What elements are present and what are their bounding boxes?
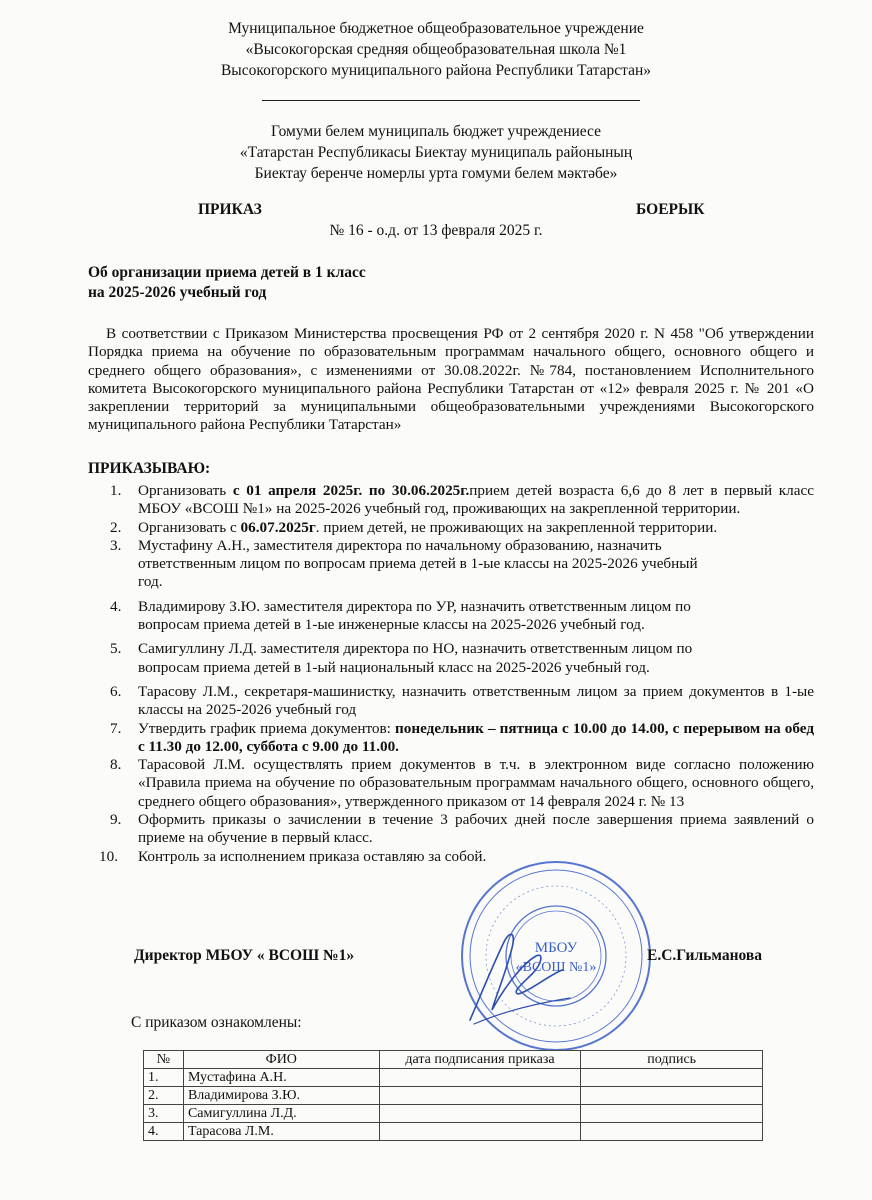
col-header-number: № <box>144 1051 184 1069</box>
cell-date <box>379 1105 581 1123</box>
signature-position: Директор МБОУ « ВСОШ №1» <box>134 947 355 964</box>
header-tt-line-2: «Татарстан Республикасы Биектау муниципаль районының <box>239 144 633 161</box>
header-russian <box>0 18 872 81</box>
item-number: 4. <box>110 597 122 615</box>
col-header-name: ФИО <box>183 1051 379 1069</box>
list-item <box>110 598 814 635</box>
list-item <box>110 482 814 519</box>
item-line: вопросам приема детей в 1-ые инженерные классы на 2025-2026 учебный год. <box>138 616 645 634</box>
item-text: Утвердить график приема документов: <box>138 719 395 737</box>
cell-date <box>379 1069 581 1087</box>
header-ru-line-2: «Высокогорская средняя общеобразовательная школа №1 <box>245 41 627 58</box>
item-number: 3. <box>110 536 122 554</box>
cell-name: Владимирова З.Ю. <box>183 1087 379 1105</box>
cell-date <box>379 1087 581 1105</box>
stamp-center-line-2: «ВСОШ №1» <box>515 960 597 975</box>
table-row <box>144 1069 763 1087</box>
subject-line-2: на 2025-2026 учебный год <box>88 284 267 301</box>
item-bold-text: понедельник – пятница с 10.00 до 14.00, с перерывом на обед с 11.30 до 12.00, суббота с 9.00 до 11.00. <box>138 719 814 755</box>
director-signature <box>452 912 582 1032</box>
cell-name: Мустафина А.Н. <box>183 1069 379 1087</box>
item-line: Самигуллину Л.Д. заместителя директора по НО, назначить ответственным лицом по <box>138 640 693 658</box>
intro-text: В соответствии с Приказом Министерства просвещения РФ от 2 сентября 2020 г. N 458 "Об утверждении Порядка приема на обучение по образовательным программам начального общего, основного общего и среднего общего образования», с изменениями от 30.08.2022г. №784, постановлением Исполнительного комитета Высокогорского муниципального района Республики Татарстан от «12» февраля 2025 г. № 201 «О закреплении территорий за муниципальными общеобразовательными учреждениями Высокогорского муниципального района Республики Татарстан» <box>88 325 814 434</box>
item-line: Мустафину А.Н., заместителя директора по начальному образованию, назначить <box>138 536 662 554</box>
subject-line-1: Об организации приема детей в 1 класс <box>88 264 366 281</box>
item-text: Организовать <box>138 482 233 499</box>
acknowledgement-label: С приказом ознакомлены: <box>131 1014 302 1031</box>
intro-paragraph <box>88 325 814 435</box>
col-header-signature: подпись <box>581 1051 763 1069</box>
cell-signature <box>581 1105 763 1123</box>
table-row <box>144 1087 763 1105</box>
header-ru-line-1: Муниципальное бюджетное общеобразовательное учреждение <box>228 20 644 37</box>
cell-name: Самигуллина Л.Д. <box>183 1105 379 1123</box>
header-tt-line-3: Биектау беренче номерлы урта гомуми белем мәктәбе» <box>254 165 618 182</box>
col-header-date: дата подписания приказа <box>379 1051 581 1069</box>
item-line: вопросам приема детей в 1-ый национальный класс на 2025-2026 учебный год. <box>138 658 650 676</box>
item-number: 2. <box>110 518 122 536</box>
cell-signature <box>581 1123 763 1141</box>
list-item <box>110 756 814 811</box>
item-number: 1. <box>110 482 122 499</box>
cell-number: 3. <box>144 1105 184 1123</box>
item-text: Оформить приказы о зачислении в течение 3 рабочих дней после завершения приема заявлений о приеме на обучение в первый класс. <box>138 811 814 847</box>
header-divider <box>262 100 640 101</box>
item-number: 8. <box>110 756 122 774</box>
list-item <box>110 640 814 677</box>
item-line: ответственным лицом по вопросам приема детей в 1-ые классы на 2025-2026 учебный <box>138 555 698 573</box>
table-header-row <box>144 1051 763 1069</box>
list-item <box>110 519 814 537</box>
order-label-ru: ПРИКАЗ <box>198 201 262 218</box>
header-ru-line-3: Высокогорского муниципального района Республики Татарстан» <box>220 62 652 79</box>
cell-name: Тарасова Л.М. <box>183 1123 379 1141</box>
list-item <box>110 683 814 720</box>
item-number: 10. <box>99 847 118 865</box>
item-number: 9. <box>110 811 122 829</box>
acknowledgement-table <box>143 1050 763 1141</box>
cell-number: 1. <box>144 1069 184 1087</box>
item-number: 7. <box>110 719 122 737</box>
table-row <box>144 1123 763 1141</box>
cell-number: 4. <box>144 1123 184 1141</box>
table-row <box>144 1105 763 1123</box>
item-bold-text: 06.07.2025г <box>240 518 316 536</box>
header-tt-line-1: Гомуми белем муниципаль бюджет учреждениесе <box>270 123 602 140</box>
command-word: ПРИКАЗЫВАЮ: <box>88 460 211 477</box>
item-text-cont: . прием детей, не проживающих на закрепленной территории. <box>315 518 718 536</box>
item-text: Тарасову Л.М., секретаря-машинистку, назначить ответственным лицом за прием документов в 1-ые классы на 2025-2026 учебный год <box>138 682 814 719</box>
cell-number: 2. <box>144 1087 184 1105</box>
stamp-center-line-1: МБОУ <box>534 940 578 956</box>
cell-signature <box>581 1087 763 1105</box>
cell-date <box>379 1123 581 1141</box>
item-number: 5. <box>110 640 122 658</box>
cell-signature <box>581 1069 763 1087</box>
list-item <box>110 537 814 592</box>
order-label-tt: БОЕРЫК <box>636 201 705 218</box>
item-text: Организовать с <box>138 518 241 536</box>
order-number-date: № 16 - о.д. от 13 февраля 2025 г. <box>329 222 543 239</box>
item-line: Владимирову З.Ю. заместителя директора по УР, назначить ответственным лицом по <box>138 597 691 615</box>
item-text: Тарасовой Л.М. осуществлять прием документов в т.ч. в электронном виде согласно положению «Правила приема на обучение по образовательным программам начального общего, основного общего, среднего общего образования», утвержденного приказом от 14 февраля 2024 г. № 13 <box>138 756 814 810</box>
order-items-list <box>99 482 814 866</box>
item-text-cont: прием детей возраста 6,6 до 8 лет в первый класс МБОУ «ВСОШ №1» на 2025-2026 учебный год, проживающих на закрепленной территории. <box>138 482 814 518</box>
order-subject <box>88 263 366 303</box>
header-tatar <box>0 121 872 184</box>
item-text: Контроль за исполнением приказа оставляю за собой. <box>138 847 487 865</box>
item-line: год. <box>138 573 163 591</box>
list-item <box>110 720 814 757</box>
item-number: 6. <box>110 682 122 700</box>
signature-name: Е.С.Гильманова <box>647 947 762 964</box>
list-item <box>99 848 814 866</box>
list-item <box>110 811 814 848</box>
item-bold-text: с 01 апреля 2025г. по 30.06.2025г. <box>232 482 470 499</box>
